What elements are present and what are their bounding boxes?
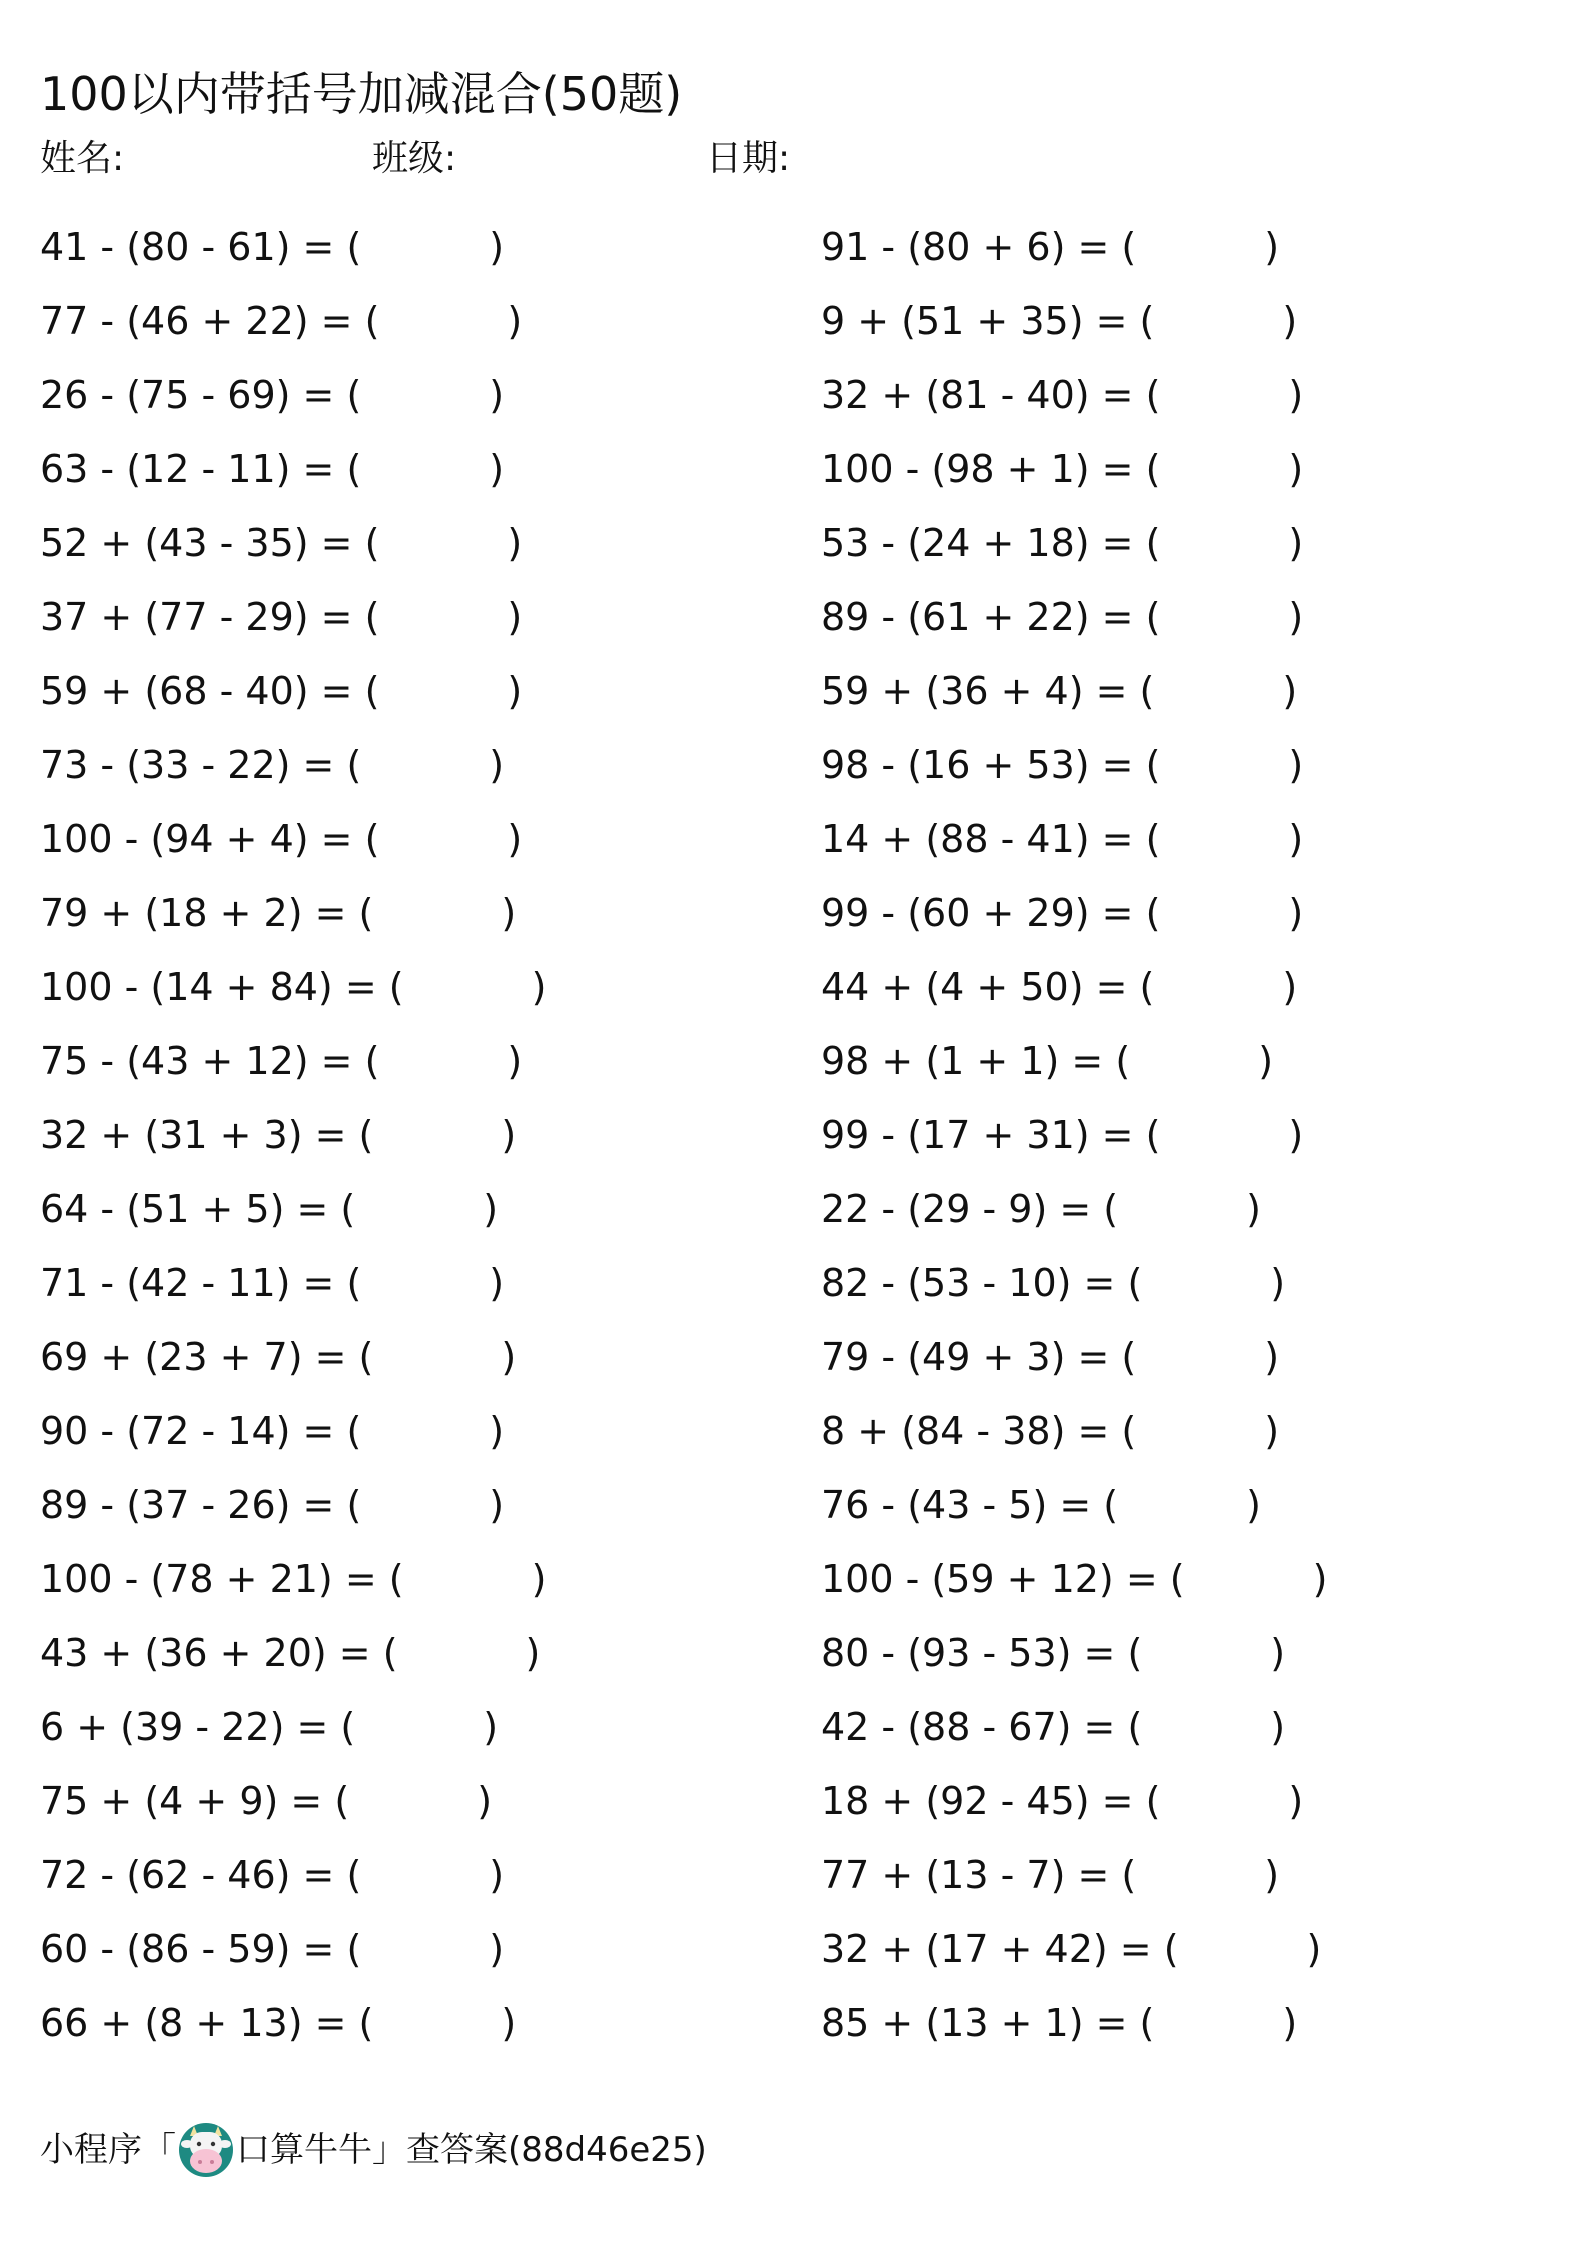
close-paren: ) bbox=[1288, 521, 1304, 565]
problem-row bbox=[821, 1838, 1327, 1912]
problem-expression: 80 - (93 - 53) = ( bbox=[821, 1631, 1143, 1675]
answer-blank[interactable] bbox=[1154, 669, 1282, 713]
answer-blank[interactable] bbox=[379, 299, 507, 343]
close-paren: ) bbox=[1270, 1631, 1286, 1675]
answer-blank[interactable] bbox=[1160, 447, 1288, 491]
problem-row bbox=[821, 1764, 1327, 1838]
answer-blank[interactable] bbox=[1136, 1335, 1264, 1379]
problem-row bbox=[40, 1098, 546, 1172]
close-paren: ) bbox=[1258, 1039, 1274, 1083]
problem-expression: 77 + (13 - 7) = ( bbox=[821, 1853, 1137, 1897]
close-paren: ) bbox=[501, 1113, 517, 1157]
answer-blank[interactable] bbox=[1142, 1261, 1270, 1305]
problem-row bbox=[821, 802, 1327, 876]
problem-expression: 22 - (29 - 9) = ( bbox=[821, 1187, 1119, 1231]
problem-expression: 69 + (23 + 7) = ( bbox=[40, 1335, 374, 1379]
close-paren: ) bbox=[1288, 743, 1304, 787]
answer-blank[interactable] bbox=[361, 1927, 489, 1971]
problem-row bbox=[821, 432, 1327, 506]
problems-left-column bbox=[40, 210, 546, 2060]
problem-expression: 75 - (43 + 12) = ( bbox=[40, 1039, 380, 1083]
close-paren: ) bbox=[489, 743, 505, 787]
answer-blank[interactable] bbox=[1136, 225, 1264, 269]
problem-row bbox=[821, 358, 1327, 432]
answer-blank[interactable] bbox=[1118, 1483, 1246, 1527]
close-paren: ) bbox=[1246, 1483, 1261, 1527]
problem-expression: 89 - (61 + 22) = ( bbox=[821, 595, 1161, 639]
answer-blank[interactable] bbox=[1160, 595, 1288, 639]
problem-expression: 64 - (51 + 5) = ( bbox=[40, 1187, 356, 1231]
class-field-label: 班级: bbox=[372, 138, 457, 179]
answer-blank[interactable] bbox=[1160, 1779, 1288, 1823]
problem-row bbox=[40, 284, 546, 358]
problem-expression: 63 - (12 - 11) = ( bbox=[40, 447, 362, 491]
problem-row bbox=[40, 1024, 546, 1098]
close-paren: ) bbox=[489, 373, 505, 417]
answer-blank[interactable] bbox=[379, 669, 507, 713]
close-paren: ) bbox=[507, 1039, 523, 1083]
close-paren: ) bbox=[525, 1631, 541, 1675]
close-paren: ) bbox=[489, 1409, 505, 1453]
problem-row bbox=[40, 1468, 546, 1542]
problem-expression: 52 + (43 - 35) = ( bbox=[40, 521, 380, 565]
answer-blank[interactable] bbox=[361, 225, 489, 269]
answer-blank[interactable] bbox=[1179, 1927, 1307, 1971]
problem-expression: 82 - (53 - 10) = ( bbox=[821, 1261, 1143, 1305]
footer-answer-hint bbox=[40, 2122, 707, 2178]
close-paren: ) bbox=[1264, 1335, 1280, 1379]
problem-row bbox=[40, 876, 546, 950]
answer-blank[interactable] bbox=[355, 1705, 483, 1749]
problem-expression: 18 + (92 - 45) = ( bbox=[821, 1779, 1161, 1823]
answer-blank[interactable] bbox=[1142, 1705, 1270, 1749]
close-paren: ) bbox=[507, 299, 523, 343]
answer-blank[interactable] bbox=[1185, 1557, 1313, 1601]
close-paren: ) bbox=[1264, 1409, 1280, 1453]
close-paren: ) bbox=[1264, 1853, 1280, 1897]
answer-blank[interactable] bbox=[373, 891, 501, 935]
problem-expression: 91 - (80 + 6) = ( bbox=[821, 225, 1137, 269]
answer-blank[interactable] bbox=[361, 1261, 489, 1305]
problem-expression: 75 + (4 + 9) = ( bbox=[40, 1779, 350, 1823]
problem-row bbox=[821, 1320, 1327, 1394]
answer-blank[interactable] bbox=[398, 1631, 526, 1675]
close-paren: ) bbox=[489, 1927, 505, 1971]
answer-blank[interactable] bbox=[379, 1039, 507, 1083]
problem-expression: 76 - (43 - 5) = ( bbox=[821, 1483, 1119, 1527]
problems-right-column bbox=[821, 210, 1327, 2060]
answer-blank[interactable] bbox=[1130, 1039, 1258, 1083]
problem-expression: 73 - (33 - 22) = ( bbox=[40, 743, 362, 787]
answer-blank[interactable] bbox=[1160, 373, 1288, 417]
problem-row bbox=[40, 1838, 546, 1912]
close-paren: ) bbox=[477, 1779, 493, 1823]
worksheet-title: 100以内带括号加减混合(50题) bbox=[40, 67, 683, 121]
close-paren: ) bbox=[489, 447, 505, 491]
problem-expression: 100 - (14 + 84) = ( bbox=[40, 965, 404, 1009]
answer-blank[interactable] bbox=[404, 965, 532, 1009]
answer-blank[interactable] bbox=[1118, 1187, 1246, 1231]
problem-row bbox=[821, 210, 1327, 284]
problem-expression: 53 - (24 + 18) = ( bbox=[821, 521, 1161, 565]
close-paren: ) bbox=[531, 965, 547, 1009]
answer-blank[interactable] bbox=[1136, 1409, 1264, 1453]
close-paren: ) bbox=[1306, 1927, 1322, 1971]
problem-row bbox=[821, 1098, 1327, 1172]
problem-expression: 90 - (72 - 14) = ( bbox=[40, 1409, 362, 1453]
close-paren: ) bbox=[501, 891, 517, 935]
answer-blank[interactable] bbox=[1160, 1113, 1288, 1157]
problem-expression: 60 - (86 - 59) = ( bbox=[40, 1927, 362, 1971]
problem-row bbox=[821, 654, 1327, 728]
answer-blank[interactable] bbox=[361, 1409, 489, 1453]
close-paren: ) bbox=[1282, 965, 1298, 1009]
problem-expression: 42 - (88 - 67) = ( bbox=[821, 1705, 1143, 1749]
problem-row bbox=[821, 1394, 1327, 1468]
problem-expression: 41 - (80 - 61) = ( bbox=[40, 225, 362, 269]
problem-row bbox=[40, 1394, 546, 1468]
close-paren: ) bbox=[507, 595, 523, 639]
problem-row bbox=[40, 1542, 546, 1616]
close-paren: ) bbox=[507, 521, 523, 565]
answer-blank[interactable] bbox=[379, 595, 507, 639]
close-paren: ) bbox=[507, 669, 523, 713]
close-paren: ) bbox=[1288, 1113, 1304, 1157]
name-field-label: 姓名: bbox=[40, 138, 125, 179]
problem-expression: 32 + (31 + 3) = ( bbox=[40, 1113, 374, 1157]
problem-row bbox=[821, 1024, 1327, 1098]
answer-blank[interactable] bbox=[1136, 1853, 1264, 1897]
problem-expression: 37 + (77 - 29) = ( bbox=[40, 595, 380, 639]
problem-expression: 59 + (68 - 40) = ( bbox=[40, 669, 380, 713]
close-paren: ) bbox=[1270, 1705, 1286, 1749]
problem-row bbox=[40, 1764, 546, 1838]
problem-row bbox=[40, 210, 546, 284]
answer-blank[interactable] bbox=[373, 1335, 501, 1379]
answer-blank[interactable] bbox=[1160, 743, 1288, 787]
close-paren: ) bbox=[1288, 817, 1304, 861]
problem-row bbox=[40, 728, 546, 802]
problem-expression: 77 - (46 + 22) = ( bbox=[40, 299, 380, 343]
close-paren: ) bbox=[1282, 2001, 1298, 2045]
answer-blank[interactable] bbox=[361, 1853, 489, 1897]
close-paren: ) bbox=[1312, 1557, 1328, 1601]
close-paren: ) bbox=[507, 817, 523, 861]
cow-icon bbox=[178, 2122, 234, 2178]
problem-row bbox=[821, 950, 1327, 1024]
close-paren: ) bbox=[1282, 669, 1298, 713]
problem-expression: 8 + (84 - 38) = ( bbox=[821, 1409, 1137, 1453]
problem-row bbox=[821, 728, 1327, 802]
answer-blank[interactable] bbox=[1160, 521, 1288, 565]
close-paren: ) bbox=[1288, 373, 1304, 417]
problem-row bbox=[40, 802, 546, 876]
problem-expression: 85 + (13 + 1) = ( bbox=[821, 2001, 1155, 2045]
problem-expression: 100 - (94 + 4) = ( bbox=[40, 817, 380, 861]
problem-row bbox=[821, 1912, 1327, 1986]
footer-prefix: 小程序「 bbox=[40, 2130, 176, 2170]
problem-expression: 14 + (88 - 41) = ( bbox=[821, 817, 1161, 861]
problem-row bbox=[821, 876, 1327, 950]
problem-row bbox=[40, 950, 546, 1024]
problem-row bbox=[821, 506, 1327, 580]
problem-row bbox=[821, 1246, 1327, 1320]
answer-blank[interactable] bbox=[404, 1557, 532, 1601]
problem-expression: 43 + (36 + 20) = ( bbox=[40, 1631, 398, 1675]
problem-expression: 6 + (39 - 22) = ( bbox=[40, 1705, 356, 1749]
problem-row bbox=[40, 1246, 546, 1320]
problem-row bbox=[40, 654, 546, 728]
problem-row bbox=[821, 1986, 1327, 2060]
problem-expression: 99 - (17 + 31) = ( bbox=[821, 1113, 1161, 1157]
problem-expression: 100 - (59 + 12) = ( bbox=[821, 1557, 1185, 1601]
problem-expression: 66 + (8 + 13) = ( bbox=[40, 2001, 374, 2045]
close-paren: ) bbox=[1288, 595, 1304, 639]
close-paren: ) bbox=[1270, 1261, 1286, 1305]
problem-row bbox=[821, 1690, 1327, 1764]
problem-expression: 79 - (49 + 3) = ( bbox=[821, 1335, 1137, 1379]
answer-blank[interactable] bbox=[1160, 817, 1288, 861]
close-paren: ) bbox=[501, 1335, 517, 1379]
problem-expression: 32 + (81 - 40) = ( bbox=[821, 373, 1161, 417]
close-paren: ) bbox=[489, 1853, 505, 1897]
problem-row bbox=[40, 1912, 546, 1986]
close-paren: ) bbox=[489, 225, 505, 269]
close-paren: ) bbox=[489, 1483, 505, 1527]
answer-blank[interactable] bbox=[355, 1187, 483, 1231]
problem-expression: 9 + (51 + 35) = ( bbox=[821, 299, 1155, 343]
footer-app-name: 口算牛牛 bbox=[236, 2130, 372, 2170]
answer-blank[interactable] bbox=[361, 743, 489, 787]
answer-blank[interactable] bbox=[361, 1483, 489, 1527]
problem-expression: 32 + (17 + 42) = ( bbox=[821, 1927, 1179, 1971]
close-paren: ) bbox=[483, 1187, 499, 1231]
close-paren: ) bbox=[1288, 1779, 1304, 1823]
answer-blank[interactable] bbox=[373, 1113, 501, 1157]
close-paren: ) bbox=[1288, 891, 1304, 935]
problem-row bbox=[821, 284, 1327, 358]
problem-expression: 89 - (37 - 26) = ( bbox=[40, 1483, 362, 1527]
close-paren: ) bbox=[501, 2001, 517, 2045]
problem-row bbox=[40, 1616, 546, 1690]
problem-row bbox=[821, 1616, 1327, 1690]
problem-row bbox=[40, 1986, 546, 2060]
answer-blank[interactable] bbox=[379, 817, 507, 861]
close-paren: ) bbox=[531, 1557, 547, 1601]
answer-blank[interactable] bbox=[1160, 891, 1288, 935]
answer-blank[interactable] bbox=[379, 521, 507, 565]
close-paren: ) bbox=[489, 1261, 505, 1305]
answer-blank[interactable] bbox=[361, 447, 489, 491]
close-paren: ) bbox=[1282, 299, 1298, 343]
problem-expression: 100 - (98 + 1) = ( bbox=[821, 447, 1161, 491]
answer-blank[interactable] bbox=[1154, 299, 1282, 343]
problem-expression: 99 - (60 + 29) = ( bbox=[821, 891, 1161, 935]
problem-expression: 98 + (1 + 1) = ( bbox=[821, 1039, 1131, 1083]
problem-row bbox=[40, 1172, 546, 1246]
problem-expression: 44 + (4 + 50) = ( bbox=[821, 965, 1155, 1009]
problem-expression: 59 + (36 + 4) = ( bbox=[821, 669, 1155, 713]
problem-expression: 79 + (18 + 2) = ( bbox=[40, 891, 374, 935]
problem-row bbox=[821, 1542, 1327, 1616]
problem-row bbox=[40, 358, 546, 432]
close-paren: ) bbox=[1246, 1187, 1261, 1231]
problem-expression: 71 - (42 - 11) = ( bbox=[40, 1261, 362, 1305]
problem-row bbox=[40, 1320, 546, 1394]
answer-blank[interactable] bbox=[373, 2001, 501, 2045]
answer-blank[interactable] bbox=[1154, 2001, 1282, 2045]
close-paren: ) bbox=[1288, 447, 1304, 491]
date-field-label: 日期: bbox=[706, 138, 791, 179]
close-paren: ) bbox=[483, 1705, 499, 1749]
problem-row bbox=[40, 1690, 546, 1764]
problem-row bbox=[40, 506, 546, 580]
footer-suffix: 」查答案(88d46e25) bbox=[372, 2130, 707, 2170]
problem-expression: 72 - (62 - 46) = ( bbox=[40, 1853, 362, 1897]
problem-row bbox=[821, 580, 1327, 654]
close-paren: ) bbox=[1264, 225, 1280, 269]
answer-blank[interactable] bbox=[1154, 965, 1282, 1009]
problem-expression: 26 - (75 - 69) = ( bbox=[40, 373, 362, 417]
problem-row bbox=[821, 1172, 1327, 1246]
problem-row bbox=[821, 1468, 1327, 1542]
problem-expression: 100 - (78 + 21) = ( bbox=[40, 1557, 404, 1601]
problem-expression: 98 - (16 + 53) = ( bbox=[821, 743, 1161, 787]
problem-row bbox=[40, 580, 546, 654]
answer-blank[interactable] bbox=[349, 1779, 477, 1823]
problem-row bbox=[40, 432, 546, 506]
answer-blank[interactable] bbox=[361, 373, 489, 417]
answer-blank[interactable] bbox=[1142, 1631, 1270, 1675]
